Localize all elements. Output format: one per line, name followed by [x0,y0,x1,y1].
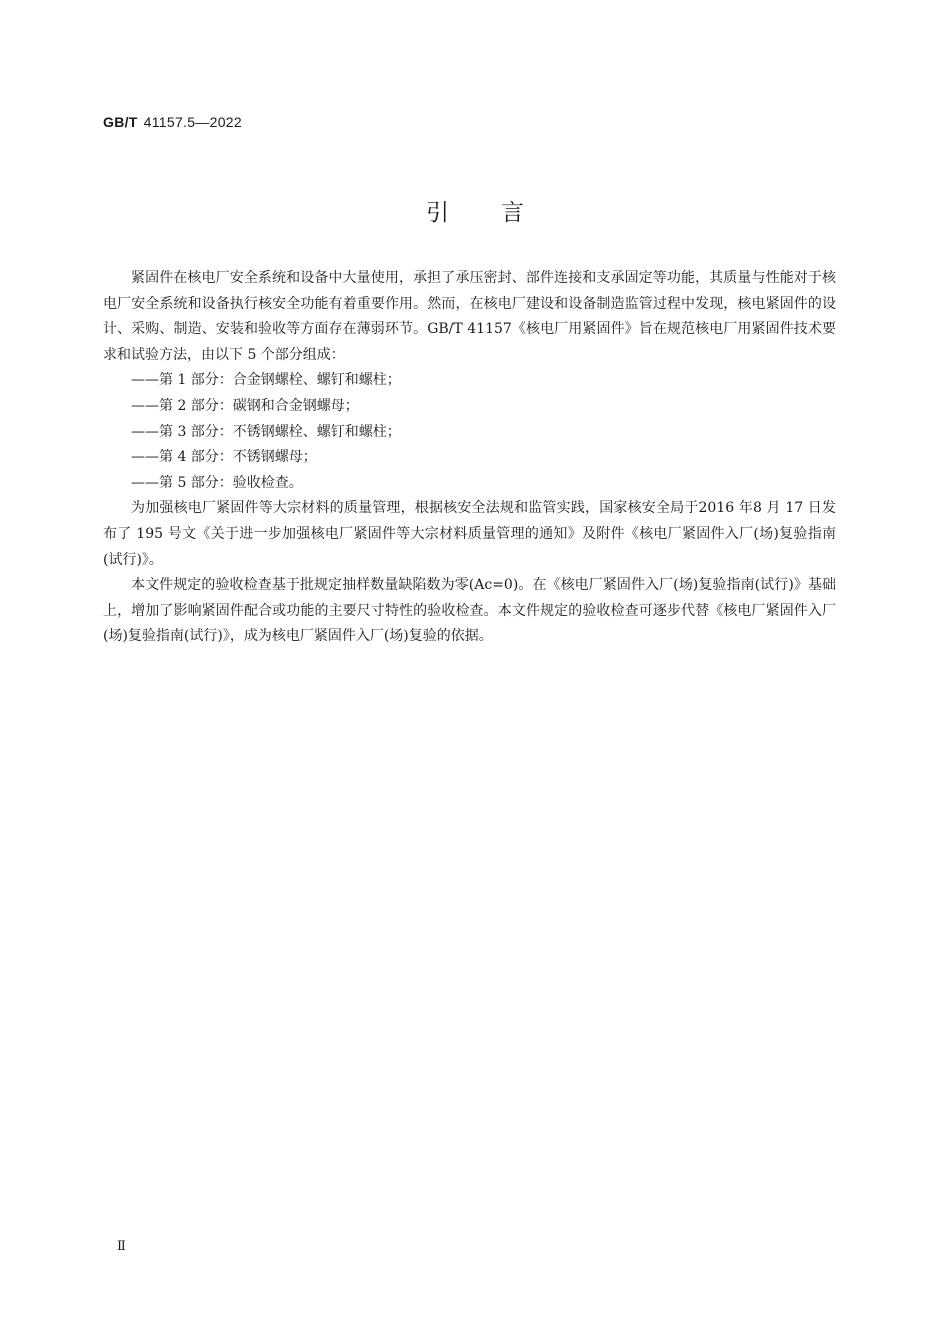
document-body [103,266,836,650]
intro-paragraph-2: 为加强核电厂紧固件等大宗材料的质量管理，根据核安全法规和监管实践，国家核安全局于2016 年8 月 17 日发布了 195 号文《关于进一步加强核电厂紧固件等大宗材料质量管理的通知》及附件《核电厂紧固件入厂(场)复验指南(试行)》。 [103,500,836,568]
standard-code-prefix: GB/T [103,114,138,130]
list-item-part-3: ——第 3 部分：不锈钢螺栓、螺钉和螺柱； [131,423,401,440]
page-number: Ⅱ [117,1238,126,1253]
list-item-part-5: ——第 5 部分：验收检查。 [131,474,303,491]
intro-paragraph-1: 紧固件在核电厂安全系统和设备中大量使用，承担了承压密封、部件连接和支承固定等功能，其质量与性能对于核电厂安全系统和设备执行核安全功能有着重要作用。然而，在核电厂建设和设备制造监管过程中发现，核电紧固件的设计、采购、制造、安装和验收等方面存在薄弱环节。GB/T 41157《核电厂用紧固件》旨在规范核电厂用紧固件技术要求和试验方法，由以下 5 个部分组成： [103,270,836,363]
list-item-part-2: ——第 2 部分：碳钢和合金钢螺母； [131,397,359,414]
standard-code-number: 41157.5—2022 [143,114,242,130]
page-title: 引言 [426,200,576,226]
standard-code [103,114,242,130]
intro-paragraph-3: 本文件规定的验收检查基于批规定抽样数量缺陷数为零(Ac=0)。在《核电厂紧固件入厂(场)复验指南(试行)》基础上，增加了影响紧固件配合或功能的主要尺寸特性的验收检查。本文件规定的验收检查可逐步代替《核电厂紧固件入厂(场)复验指南(试行)》，成为核电厂紧固件入厂(场)复验的依据。 [103,577,836,645]
list-item-part-4: ——第 4 部分：不锈钢螺母； [131,449,317,466]
list-item-part-1: ——第 1 部分：合金钢螺栓、螺钉和螺柱； [131,372,401,389]
